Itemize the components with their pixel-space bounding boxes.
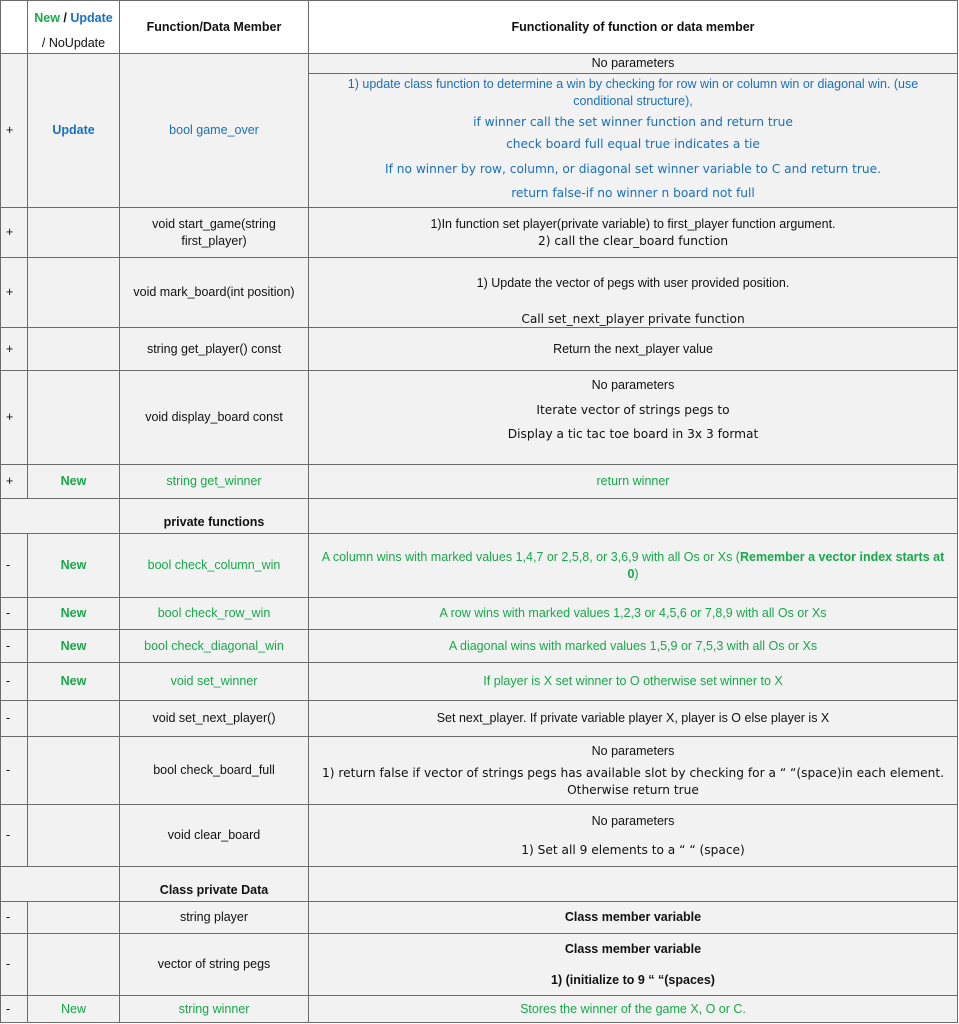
status-cell (28, 737, 120, 805)
header-slash: / (59, 11, 71, 25)
section-blank-cell (309, 499, 958, 534)
status-cell (28, 805, 120, 867)
status-cell: New (28, 534, 120, 598)
desc-line: 1) (initialize to 9 “ “(spaces) (551, 972, 715, 987)
desc-line: 1)In function set player(private variable) to first_player function argument. (430, 216, 836, 231)
table-row (0, 737, 958, 805)
access-cell: - (0, 701, 28, 737)
access-cell: + (0, 258, 28, 328)
status-cell: New (28, 663, 120, 701)
desc-line: if winner call the set winner function and return true (473, 114, 793, 129)
header-member-cell (120, 0, 309, 54)
desc-line: 2) call the clear_board function (537, 233, 729, 248)
member-cell: bool check_board_full (120, 737, 309, 805)
table-row (0, 663, 958, 701)
member-cell: bool check_column_win (120, 534, 309, 598)
desc-line: Call set_next_player private function (521, 311, 745, 326)
table-row (0, 258, 958, 328)
functionality-cell: If player is X set winner to O otherwise set winner to X (309, 663, 958, 701)
section-blank-cell (309, 867, 958, 902)
status-cell (28, 328, 120, 371)
member-cell: bool check_row_win (120, 598, 309, 630)
access-cell: - (0, 630, 28, 663)
desc-bold-text: Remember a vector index starts at 0 (627, 549, 945, 581)
section-row (0, 867, 958, 902)
desc-text: A column wins with marked values 1,4,7 or 2,5,8, or 3,6,9 with all Os or Xs ( (321, 549, 740, 564)
member-cell: void set_next_player() (120, 701, 309, 737)
table-row (0, 902, 958, 934)
desc-line: 1) update class function to determine a win by checking for row win or column win or diagonal win. (use conditional structure), (347, 76, 919, 108)
access-cell: - (0, 737, 28, 805)
access-cell: - (0, 534, 28, 598)
status-cell: New (28, 996, 120, 1023)
section-title-text: private functions (163, 515, 265, 530)
access-cell: - (0, 902, 28, 934)
table-row (0, 934, 958, 996)
access-cell: - (0, 598, 28, 630)
desc-line: Otherwise return true (567, 782, 699, 797)
functionality-cell: Stores the winner of the game X, O or C. (309, 996, 958, 1023)
functionality-cell: A row wins with marked values 1,2,3 or 4,5,6 or 7,8,9 with all Os or Xs (309, 598, 958, 630)
header-access-cell (0, 0, 28, 54)
functionality-cell: Set next_player. If private variable player X, player is O else player is X (309, 701, 958, 737)
status-cell (28, 701, 120, 737)
header-functionality-cell (309, 0, 958, 54)
functionality-cell (309, 805, 958, 867)
desc-line: check board full equal true indicates a tie (506, 137, 760, 152)
access-cell: - (0, 996, 28, 1023)
header-noupdate-label: / NoUpdate (41, 35, 106, 50)
member-cell: void start_game(string first_player) (120, 208, 309, 258)
access-cell: + (0, 208, 28, 258)
table-row (0, 996, 958, 1023)
access-cell: - (0, 934, 28, 996)
desc-line: Display a tic tac toe board in 3x 3 format (507, 427, 759, 442)
desc-line: return false-if no winner n board not full (511, 186, 755, 201)
table-row (0, 598, 958, 630)
status-cell: New (28, 598, 120, 630)
desc-line: 1) Set all 9 elements to a “ “ (space) (521, 842, 745, 857)
section-title (120, 867, 309, 902)
desc-line: 1) return false if vector of strings pegs has available slot by checking for a “ “(space)in each element. (322, 766, 944, 781)
member-cell: string get_winner (120, 465, 309, 499)
table-row (0, 54, 958, 208)
member-cell: string player (120, 902, 309, 934)
section-blank-cell (0, 499, 120, 534)
table-row (0, 534, 958, 598)
member-cell: string winner (120, 996, 309, 1023)
member-cell: void set_winner (120, 663, 309, 701)
table-row (0, 805, 958, 867)
section-blank-cell (0, 867, 120, 902)
status-cell (28, 208, 120, 258)
access-cell: - (0, 663, 28, 701)
table-row (0, 208, 958, 258)
functionality-cell: A diagonal wins with marked values 1,5,9 or 7,5,3 with all Os or Xs (309, 630, 958, 663)
status-cell (28, 902, 120, 934)
functionality-cell (309, 737, 958, 805)
header-member-label: Function/Data Member (146, 19, 282, 34)
desc-line: Iterate vector of strings pegs to (536, 402, 730, 417)
desc-line: No parameters (591, 743, 675, 758)
member-cell: bool game_over (120, 54, 309, 208)
desc-line: Class member variable (564, 941, 702, 956)
header-update-label: Update (70, 11, 113, 25)
header-new-label: New (34, 11, 60, 25)
table-row (0, 328, 958, 371)
functionality-cell (309, 371, 958, 465)
desc-end-text: ) (634, 566, 639, 581)
desc-line: No parameters (591, 378, 675, 392)
section-title (120, 499, 309, 534)
status-cell: New (28, 630, 120, 663)
access-cell: + (0, 328, 28, 371)
member-cell: void display_board const (120, 371, 309, 465)
table-row (0, 701, 958, 737)
header-status-top (34, 10, 113, 27)
status-cell (28, 258, 120, 328)
access-cell: - (0, 805, 28, 867)
access-cell: + (0, 465, 28, 499)
functionality-cell (309, 258, 958, 328)
section-title-text: Class private Data (159, 883, 269, 898)
functionality-cell: Return the next_player value (309, 328, 958, 371)
no-params-label: No parameters (309, 54, 957, 74)
desc-line: No parameters (591, 813, 675, 828)
table-row (0, 371, 958, 465)
member-cell: void mark_board(int position) (120, 258, 309, 328)
functionality-cell (309, 534, 958, 598)
status-cell (28, 934, 120, 996)
member-cell: bool check_diagonal_win (120, 630, 309, 663)
access-cell: + (0, 54, 28, 208)
status-cell: New (28, 465, 120, 499)
functionality-cell (309, 54, 958, 208)
status-cell: Update (28, 54, 120, 208)
functionality-cell: Class member variable (309, 902, 958, 934)
desc-line: If no winner by row, column, or diagonal set winner variable to C and return true. (385, 161, 881, 176)
functionality-cell (309, 934, 958, 996)
access-cell: + (0, 371, 28, 465)
header-status-cell (28, 0, 120, 54)
table-row (0, 630, 958, 663)
functionality-cell: return winner (309, 465, 958, 499)
member-cell: void clear_board (120, 805, 309, 867)
functionality-cell (309, 208, 958, 258)
member-cell: vector of string pegs (120, 934, 309, 996)
status-cell (28, 371, 120, 465)
table-row (0, 465, 958, 499)
header-row (0, 0, 958, 54)
header-functionality-label: Functionality of function or data member (511, 19, 755, 34)
member-cell: string get_player() const (120, 328, 309, 371)
desc-line: 1) Update the vector of pegs with user provided position. (476, 276, 790, 290)
section-row (0, 499, 958, 534)
